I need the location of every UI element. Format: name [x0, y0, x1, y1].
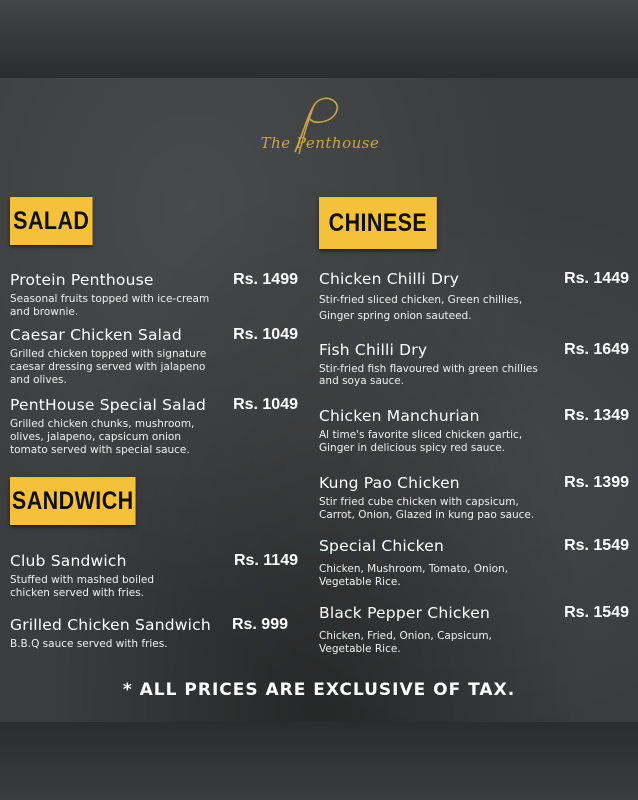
item-description: Stir-fried fish flavoured with green chillies and soya sauce. [319, 363, 538, 387]
logo-p-flourish-icon [255, 94, 385, 164]
top-background-band [0, 0, 638, 78]
menu-item [10, 271, 298, 319]
item-description: Chicken, Fried, Onion, Capsicum, Vegetable Rice. [319, 630, 492, 655]
item-price: Rs. 1499 [233, 271, 298, 288]
category-sandwich-badge: SANDWICH [10, 477, 136, 525]
item-name: Caesar Chicken Salad [10, 326, 182, 344]
item-description: Stir-fried sliced chicken, Green chillies, Ginger spring onion sauteed. [319, 294, 523, 322]
brand-logo [255, 94, 385, 164]
item-price: Rs. 1549 [564, 537, 629, 554]
item-price: Rs. 1549 [564, 604, 629, 621]
item-price: Rs. 1149 [233, 552, 298, 569]
brand-name: The Penthouse [260, 134, 380, 152]
item-price: Rs. 999 [231, 616, 288, 633]
item-price: Rs. 1049 [233, 396, 298, 413]
item-price: Rs. 1649 [564, 341, 629, 358]
menu-item [10, 326, 298, 387]
item-name: Chicken Manchurian [319, 407, 480, 425]
category-chinese-badge: CHINESE [319, 197, 437, 249]
menu-item [319, 270, 629, 324]
item-name: Kung Pao Chicken [319, 474, 460, 492]
item-description: Stir fried cube chicken with capsicum, Carrot, Onion, Glazed in kung pao sauce. [319, 496, 535, 521]
item-name: PentHouse Special Salad [10, 396, 207, 414]
item-price: Rs. 1049 [233, 326, 298, 343]
menu-item [319, 341, 629, 387]
item-description: Chicken, Mushroom, Tomato, Onion, Vegetable Rice. [319, 563, 509, 588]
item-name: Special Chicken [319, 537, 445, 555]
item-description: Grilled chicken chunks, mushroom, olives, jalapeno, capsicum onion tomato served with special sauce. [10, 418, 195, 456]
item-description: Al time's favorite sliced chicken gartic, Ginger in delicious spicy red sauce. [319, 429, 523, 454]
menu-item [319, 474, 629, 522]
bottom-background-band [0, 722, 638, 800]
item-name: Black Pepper Chicken [319, 604, 490, 622]
tax-note: * ALL PRICES ARE EXCLUSIVE OF TAX. [122, 680, 516, 700]
item-description: Seasonal fruits topped with ice-cream and brownie. [10, 293, 210, 318]
item-description: B.B.Q sauce served with fries. [10, 638, 168, 650]
item-description: Stuffed with mashed boiled chicken served with fries. [10, 574, 155, 599]
menu-item [10, 552, 298, 600]
menu-item [10, 616, 298, 651]
item-name: Chicken Chilli Dry [319, 270, 460, 288]
item-name: Fish Chilli Dry [319, 341, 428, 359]
item-name: Club Sandwich [10, 552, 127, 570]
item-name: Protein Penthouse [10, 271, 154, 289]
menu-item [319, 407, 629, 455]
item-description: Grilled chicken topped with signature caesar dressing served with jalapeno and olives. [10, 348, 207, 386]
item-price: Rs. 1449 [564, 270, 629, 287]
item-name: Grilled Chicken Sandwich [10, 616, 211, 634]
menu-item [319, 604, 629, 656]
menu-item [10, 396, 298, 457]
item-price: Rs. 1399 [564, 474, 629, 491]
category-salad-badge: SALAD [10, 197, 93, 245]
menu-item [319, 537, 629, 589]
item-price: Rs. 1349 [564, 407, 629, 424]
